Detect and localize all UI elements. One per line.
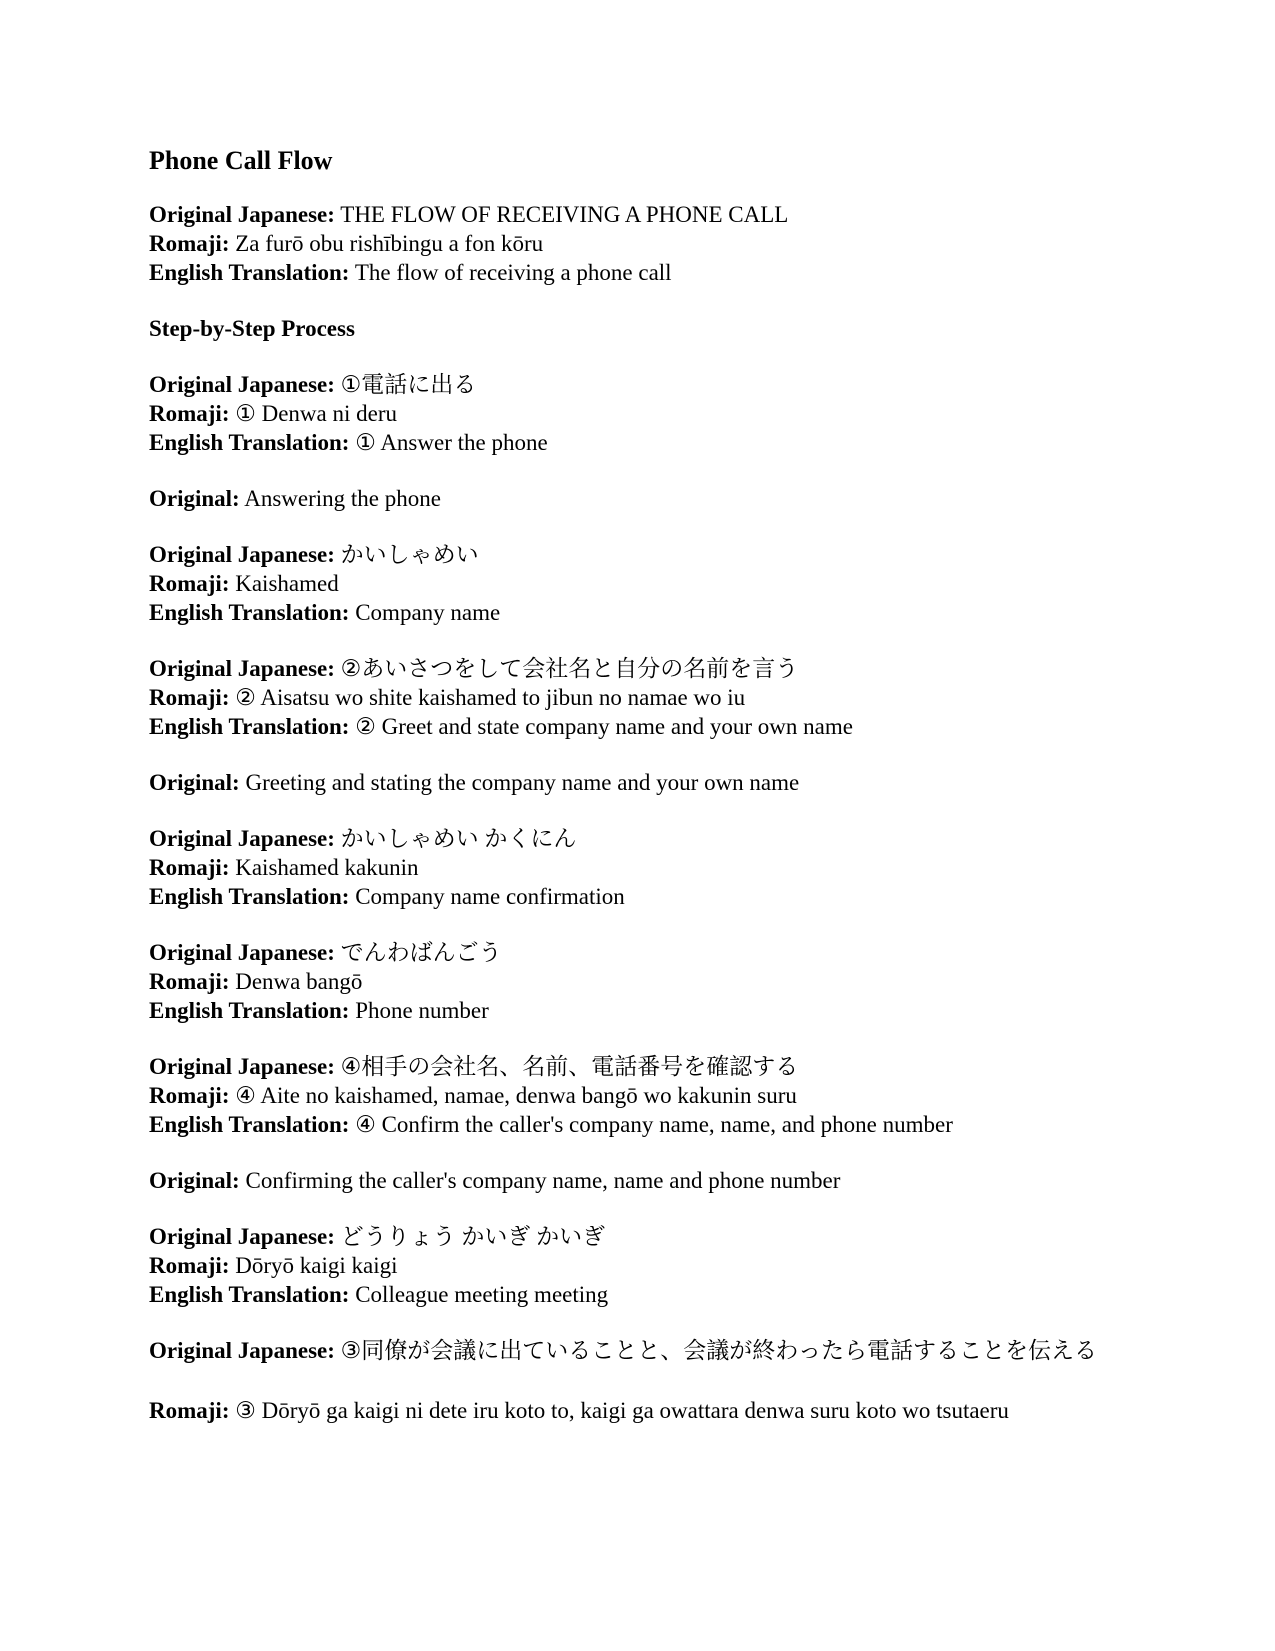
entry-japanese-line (149, 1222, 605, 1251)
original-japanese-label: Original Japanese: (149, 826, 335, 851)
entry-original-line (149, 768, 799, 797)
entry-romaji-line (149, 1396, 1009, 1425)
entry-japanese-text: でんわばんごう (340, 940, 502, 965)
entry-japanese-line (149, 370, 476, 399)
entry-english-line (149, 882, 625, 911)
original-japanese-label: Original Japanese: (149, 1338, 335, 1363)
entry-romaji-text: Kaishamed kakunin (235, 855, 419, 880)
entry-english-line (149, 712, 853, 741)
original-label: Original: (149, 1168, 240, 1193)
entry-english-text: Phone number (355, 998, 489, 1023)
entry-english-line (149, 598, 500, 627)
english-translation-label: English Translation: (149, 998, 350, 1023)
entry-original-text: Confirming the caller's company name, name and phone number (245, 1168, 841, 1193)
page-title: Phone Call Flow (149, 146, 333, 175)
entry-original-text: Greeting and stating the company name and your own name (245, 770, 800, 795)
entry-english-text: ④ Confirm the caller's company name, name, and phone number (355, 1112, 953, 1137)
original-japanese-label: Original Japanese: (149, 1054, 335, 1079)
entry-japanese-text: ②あいさつをして会社名と自分の名前を言う (340, 656, 799, 681)
entry-english-line (149, 996, 489, 1025)
entry-english-text: Colleague meeting meeting (355, 1282, 609, 1307)
romaji-label: Romaji: (149, 1083, 230, 1108)
entry-romaji-text: ① Denwa ni deru (235, 401, 397, 426)
entry-original-line (149, 484, 441, 513)
entry-romaji-line (149, 967, 362, 996)
entry-original-line (149, 1166, 840, 1195)
english-translation-label: English Translation: (149, 1282, 350, 1307)
entry-romaji-line (149, 399, 397, 428)
english-translation-label: English Translation: (149, 714, 350, 739)
entry-english-text: ② Greet and state company name and your own name (355, 714, 853, 739)
intro-romaji-text: Za furō obu rishībingu a fon kōru (235, 231, 544, 256)
entry-english-line (149, 1110, 953, 1139)
entry-japanese-line (149, 540, 479, 569)
entry-romaji-text: ④ Aite no kaishamed, namae, denwa bangō wo kakunin suru (235, 1083, 797, 1108)
english-translation-label: English Translation: (149, 260, 350, 285)
romaji-label: Romaji: (149, 1253, 230, 1278)
romaji-label: Romaji: (149, 231, 230, 256)
entry-japanese-text: かいしゃめい かくにん (340, 826, 577, 851)
entry-romaji-text: ② Aisatsu wo shite kaishamed to jibun no namae wo iu (235, 685, 746, 710)
entry-japanese-line (149, 654, 798, 683)
romaji-label: Romaji: (149, 969, 230, 994)
original-japanese-label: Original Japanese: (149, 1224, 335, 1249)
entry-original-text: Answering the phone (244, 486, 441, 511)
entry-romaji-line (149, 683, 745, 712)
entry-english-text: Company name (355, 600, 501, 625)
original-japanese-label: Original Japanese: (149, 656, 335, 681)
entry-romaji-text: ③ Dōryō ga kaigi ni dete iru koto to, kaigi ga owattara denwa suru koto wo tsutaeru (235, 1398, 1009, 1423)
intro-romaji-line (149, 229, 543, 258)
intro-japanese-line (149, 200, 788, 229)
english-translation-label: English Translation: (149, 1112, 350, 1137)
romaji-label: Romaji: (149, 1398, 230, 1423)
original-label: Original: (149, 486, 240, 511)
original-label: Original: (149, 770, 240, 795)
intro-english-text: The flow of receiving a phone call (354, 260, 672, 285)
romaji-label: Romaji: (149, 571, 230, 596)
romaji-label: Romaji: (149, 855, 230, 880)
entry-romaji-line (149, 569, 339, 598)
entry-japanese-line (149, 824, 576, 853)
original-japanese-label: Original Japanese: (149, 542, 335, 567)
entry-japanese-text: ③同僚が会議に出ていることと、会議が終わったら電話することを伝える (340, 1338, 1098, 1363)
entry-japanese-line (149, 1336, 1109, 1365)
entry-japanese-text: どうりょう かいぎ かいぎ (340, 1224, 606, 1249)
entry-japanese-text: かいしゃめい (340, 542, 479, 567)
english-translation-label: English Translation: (149, 430, 350, 455)
original-japanese-label: Original Japanese: (149, 372, 335, 397)
entry-japanese-text: ④相手の会社名、名前、電話番号を確認する (340, 1054, 799, 1079)
entry-english-text: ① Answer the phone (355, 430, 548, 455)
romaji-label: Romaji: (149, 401, 230, 426)
entry-romaji-text: Dōryō kaigi kaigi (235, 1253, 398, 1278)
english-translation-label: English Translation: (149, 600, 350, 625)
entry-romaji-line (149, 853, 419, 882)
entry-japanese-text: ①電話に出る (340, 372, 477, 397)
intro-english-line (149, 258, 672, 287)
entry-japanese-line (149, 1052, 798, 1081)
entry-romaji-line (149, 1251, 397, 1280)
english-translation-label: English Translation: (149, 884, 350, 909)
entry-romaji-text: Kaishamed (235, 571, 339, 596)
steps-heading: Step-by-Step Process (149, 316, 355, 341)
entry-english-line (149, 1280, 608, 1309)
entry-romaji-text: Denwa bangō (235, 969, 363, 994)
original-japanese-label: Original Japanese: (149, 940, 335, 965)
entry-romaji-line (149, 1081, 797, 1110)
intro-japanese-text: THE FLOW OF RECEIVING A PHONE CALL (340, 202, 789, 227)
romaji-label: Romaji: (149, 685, 230, 710)
entry-japanese-line (149, 938, 502, 967)
entry-english-text: Company name confirmation (355, 884, 625, 909)
entry-english-line (149, 428, 548, 457)
original-japanese-label: Original Japanese: (149, 202, 335, 227)
